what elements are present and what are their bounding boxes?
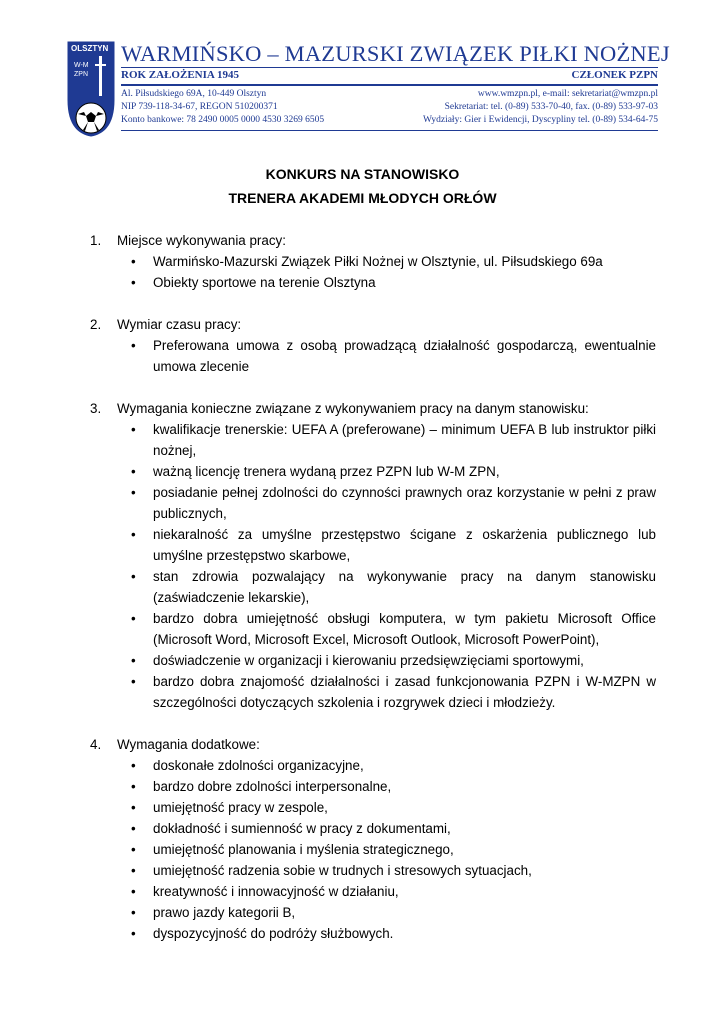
list-item xyxy=(90,755,656,776)
list-item xyxy=(90,566,656,608)
list-item-text: bardzo dobre zdolności interpersonalne, xyxy=(153,779,392,794)
list-item-text: dokładność i sumienność w pracy z dokumentami, xyxy=(153,821,451,836)
list-item-text: Warmińsko-Mazurski Związek Piłki Nożnej w Olsztynie, ul. Piłsudskiego 69a xyxy=(153,254,603,269)
section-heading xyxy=(90,398,656,419)
bullet-icon: • xyxy=(131,338,136,353)
bullet-icon: • xyxy=(131,611,136,626)
header-info-row xyxy=(121,89,658,99)
list-item xyxy=(90,461,656,482)
bullet-list xyxy=(90,335,656,377)
list-item xyxy=(90,902,656,923)
list-item xyxy=(90,482,656,524)
web-email: www.wmzpn.pl, e-mail: sekretariat@wmzpn.pl xyxy=(477,89,658,99)
list-item-text: kwalifikacje trenerskie: UEFA A (preferowane) – minimum UEFA B lub instruktor piłki nożnej, xyxy=(153,422,656,458)
bullet-list xyxy=(90,419,656,713)
header-divider xyxy=(121,130,658,131)
logo-text-top: OLSZTYN xyxy=(71,44,109,53)
list-item xyxy=(90,860,656,881)
list-item xyxy=(90,335,656,377)
list-item xyxy=(90,524,656,566)
bullet-icon: • xyxy=(131,884,136,899)
section-heading-text: Wymiar czasu pracy: xyxy=(117,317,242,332)
bullet-icon: • xyxy=(131,863,136,878)
list-item xyxy=(90,923,656,944)
list-item-text: posiadanie pełnej zdolności do czynności prawnych oraz korzystanie w pełni z praw publicznych, xyxy=(153,485,656,521)
header-divider xyxy=(121,67,658,68)
section-heading xyxy=(90,734,656,755)
section-number: 4. xyxy=(90,737,102,752)
list-item-text: doświadczenie w organizacji i kierowaniu przedsięwzięciami sportowymi, xyxy=(153,653,584,668)
pzpn-member: CZŁONEK PZPN xyxy=(571,69,658,81)
bullet-icon: • xyxy=(131,275,136,290)
logo-text-bot: ZPN xyxy=(74,71,88,78)
section-number: 1. xyxy=(90,233,102,248)
list-item-text: bardzo dobra znajomość działalności i zasad funkcjonowania PZPN i W-MZPN w szczególności dotyczących szkolenia i rozgrywek dzieci i młodzieży. xyxy=(153,674,656,710)
section-number: 2. xyxy=(90,317,102,332)
requirements-list xyxy=(90,230,656,965)
list-item xyxy=(90,839,656,860)
section-heading-text: Miejsce wykonywania pracy: xyxy=(117,233,286,248)
bullet-icon: • xyxy=(131,653,136,668)
nip-regon: NIP 739-118-34-67, REGON 510200371 xyxy=(121,102,278,112)
section-number: 3. xyxy=(90,401,102,416)
list-item xyxy=(90,608,656,650)
section-1 xyxy=(90,230,656,293)
list-item-text: doskonałe zdolności organizacyjne, xyxy=(153,758,364,773)
list-item xyxy=(90,881,656,902)
list-item xyxy=(90,797,656,818)
bullet-icon: • xyxy=(131,926,136,941)
bullet-icon: • xyxy=(131,527,136,542)
list-item-text: umiejętność planowania i myślenia strategicznego, xyxy=(153,842,454,857)
list-item-text: dyspozycyjność do podróży służbowych. xyxy=(153,926,394,941)
bullet-icon: • xyxy=(131,821,136,836)
list-item xyxy=(90,776,656,797)
bullet-icon: • xyxy=(131,800,136,815)
document-subtitle: TRENERA AKADEMI MŁODYCH ORŁÓW xyxy=(228,190,497,206)
list-item-text: ważną licencję trenera wydaną przez PZPN lub W-M ZPN, xyxy=(153,464,500,479)
section-heading xyxy=(90,230,656,251)
list-item-text: prawo jazdy kategorii B, xyxy=(153,905,296,920)
header-divider xyxy=(121,84,658,86)
header-founded-row xyxy=(121,69,658,81)
list-item xyxy=(90,671,656,713)
list-item-text: umiejętność radzenia sobie w trudnych i stresowych sytuacjach, xyxy=(153,863,532,878)
list-item xyxy=(90,818,656,839)
list-item-text: Preferowana umowa z osobą prowadzącą działalność gospodarczą, ewentualnie umowa zlecenie xyxy=(153,338,656,374)
section-heading xyxy=(90,314,656,335)
wmzpn-logo xyxy=(66,40,116,138)
list-item xyxy=(90,251,656,272)
bullet-icon: • xyxy=(131,464,136,479)
bullet-list xyxy=(90,251,656,293)
document-title: KONKURS NA STANOWISKO xyxy=(265,166,460,182)
section-2 xyxy=(90,314,656,377)
section-heading-text: Wymagania dodatkowe: xyxy=(117,737,260,752)
founded-year: ROK ZAŁOŻENIA 1945 xyxy=(121,69,239,81)
section-3 xyxy=(90,398,656,713)
departments-contact: Wydziały: Gier i Ewidencji, Dyscypliny tel. (0-89) 534-64-75 xyxy=(422,115,658,125)
list-item xyxy=(90,272,656,293)
list-item-text: kreatywność i innowacyjność w działaniu, xyxy=(153,884,399,899)
bullet-icon: • xyxy=(131,779,136,794)
bullet-icon: • xyxy=(131,842,136,857)
bullet-icon: • xyxy=(131,905,136,920)
secretariat-contact: Sekretariat: tel. (0-89) 533-70-40, fax. (0-89) 533-97-03 xyxy=(444,102,658,112)
bullet-icon: • xyxy=(131,569,136,584)
section-4 xyxy=(90,734,656,944)
bullet-icon: • xyxy=(131,674,136,689)
bullet-icon: • xyxy=(131,254,136,269)
organization-name: WARMIŃSKO – MAZURSKI ZWIĄZEK PIŁKI NOŻNEJ xyxy=(121,41,670,66)
bullet-list xyxy=(90,755,656,944)
bullet-icon: • xyxy=(131,422,136,437)
bank-account: Konto bankowe: 78 2490 0005 0000 4530 3269 6505 xyxy=(121,115,325,125)
list-item-text: niekaralność za umyślne przestępstwo ścigane z oskarżenia publicznego lub umyślne przestępstwo skarbowe, xyxy=(153,527,656,563)
logo-text-mid: W-M xyxy=(74,62,89,69)
list-item xyxy=(90,419,656,461)
list-item xyxy=(90,650,656,671)
address: Al. Piłsudskiego 69A, 10-449 Olsztyn xyxy=(121,89,267,99)
bullet-icon: • xyxy=(131,758,136,773)
section-heading-text: Wymagania konieczne związane z wykonywaniem pracy na danym stanowisku: xyxy=(117,401,589,416)
header-info-row xyxy=(121,115,658,125)
bullet-icon: • xyxy=(131,485,136,500)
list-item-text: stan zdrowia pozwalający na wykonywanie pracy na danym stanowisku (zaświadczenie lekarskie), xyxy=(153,569,656,605)
letterhead xyxy=(66,40,670,138)
list-item-text: Obiekty sportowe na terenie Olsztyna xyxy=(153,275,376,290)
header-info-row xyxy=(121,102,658,112)
list-item-text: umiejętność pracy w zespole, xyxy=(153,800,328,815)
list-item-text: bardzo dobra umiejętność obsługi komputera, w tym pakietu Microsoft Office (Microsoft Word, Microsoft Excel, Microsoft Outlook, Microsoft PowerPoint), xyxy=(153,611,656,647)
